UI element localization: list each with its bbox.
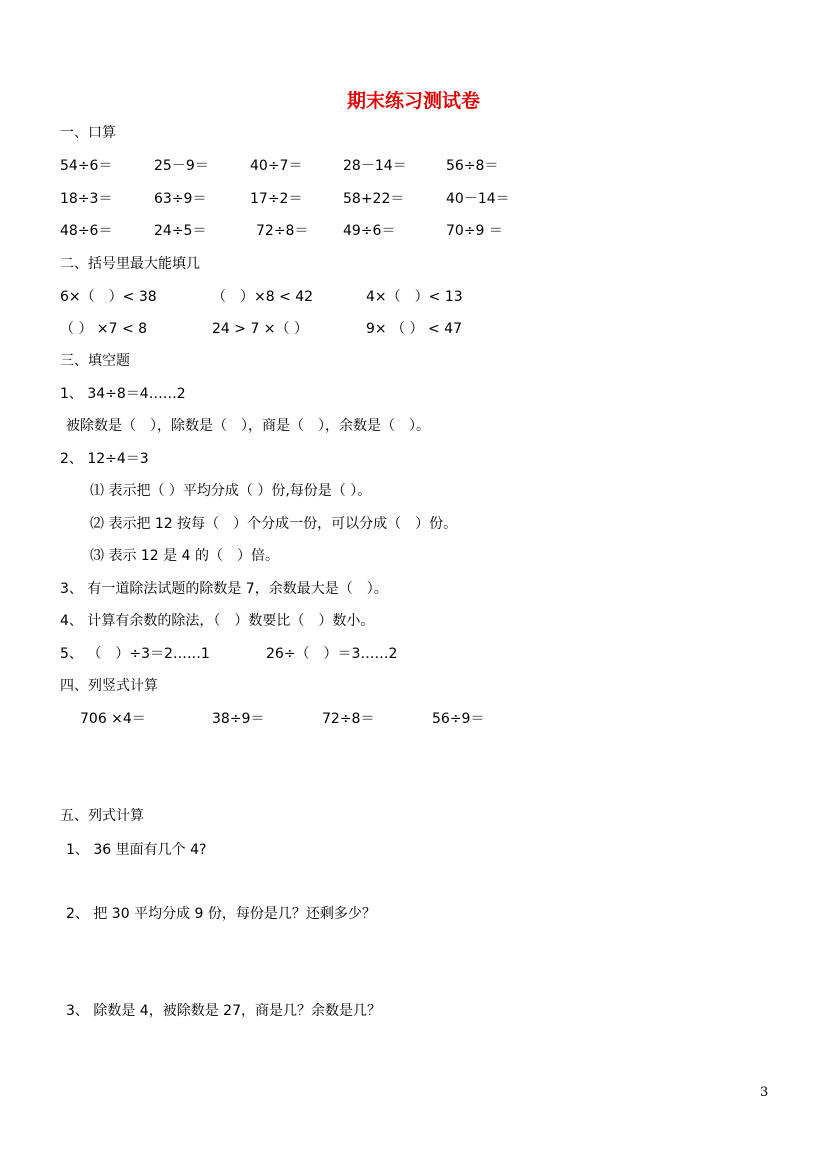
page-number: 3 — [760, 1085, 769, 1100]
question: 3、 有一道除法试题的除数是 7，余数最大是（ ）。 — [60, 581, 388, 597]
question-detail: ⑴ 表示把（ ）平均分成（ ）份,每份是（ ）。 — [90, 483, 372, 499]
section1-heading: 一、口算 — [60, 125, 116, 141]
problem: 40÷7＝ — [250, 158, 303, 174]
question-detail: 被除数是（ ），除数是（ ），商是（ ），余数是（ ）。 — [66, 418, 430, 434]
problem: 4×（ ）< 13 — [366, 289, 463, 305]
question-detail: ⑵ 表示把 12 按每（ ）个分成一份，可以分成（ ）份。 — [90, 516, 458, 532]
question: 4、 计算有余数的除法，（ ）数要比（ ）数小。 — [60, 613, 375, 629]
problem: 706 ×4＝ — [80, 711, 146, 727]
problem: 63÷9＝ — [154, 191, 207, 207]
problem: 28－14＝ — [343, 158, 407, 174]
question: 1、 34÷8＝4……2 — [60, 386, 186, 402]
section3-heading: 三、填空题 — [60, 353, 130, 369]
question-detail: ⑶ 表示 12 是 4 的（ ）倍。 — [90, 548, 279, 564]
problem: 72÷8＝ — [322, 711, 375, 727]
problem: 24 > 7 ×（ ） — [212, 321, 308, 337]
page-title: 期末练习测试卷 — [346, 90, 480, 112]
question: 1、 36 里面有几个 4? — [66, 842, 207, 858]
problem: 48÷6＝ — [60, 223, 113, 239]
question: 5、 （ ）÷3＝2……1 — [60, 646, 210, 662]
section2-heading: 二、括号里最大能填几 — [60, 256, 200, 272]
section4-heading: 四、列竖式计算 — [60, 678, 158, 694]
question: 26÷（ ）＝3……2 — [266, 646, 398, 662]
section5-heading: 五、列式计算 — [60, 808, 144, 824]
problem: 40－14＝ — [446, 191, 510, 207]
question: 2、 12÷4＝3 — [60, 451, 149, 467]
question: 3、 除数是 4，被除数是 27，商是几？余数是几？ — [66, 1003, 381, 1019]
problem: （ ）×8 < 42 — [212, 289, 314, 305]
problem: 38÷9＝ — [212, 711, 265, 727]
problem: 54÷6＝ — [60, 158, 113, 174]
problem: 9× （ ） < 47 — [366, 321, 462, 337]
problem: 18÷3＝ — [60, 191, 113, 207]
problem: 49÷6＝ — [343, 223, 396, 239]
problem: 25－9＝ — [154, 158, 209, 174]
problem: 17÷2＝ — [250, 191, 303, 207]
problem: （ ） ×7 < 8 — [60, 321, 148, 337]
problem: 24÷5＝ — [154, 223, 207, 239]
problem: 56÷9＝ — [432, 711, 485, 727]
problem: 56÷8＝ — [446, 158, 499, 174]
problem: 70÷9 ＝ — [446, 223, 503, 239]
problem: 58+22＝ — [343, 191, 405, 207]
problem: 6×（ ）< 38 — [60, 289, 157, 305]
problem: 72÷8＝ — [256, 223, 309, 239]
question: 2、 把 30 平均分成 9 份，每份是几？还剩多少？ — [66, 906, 376, 922]
